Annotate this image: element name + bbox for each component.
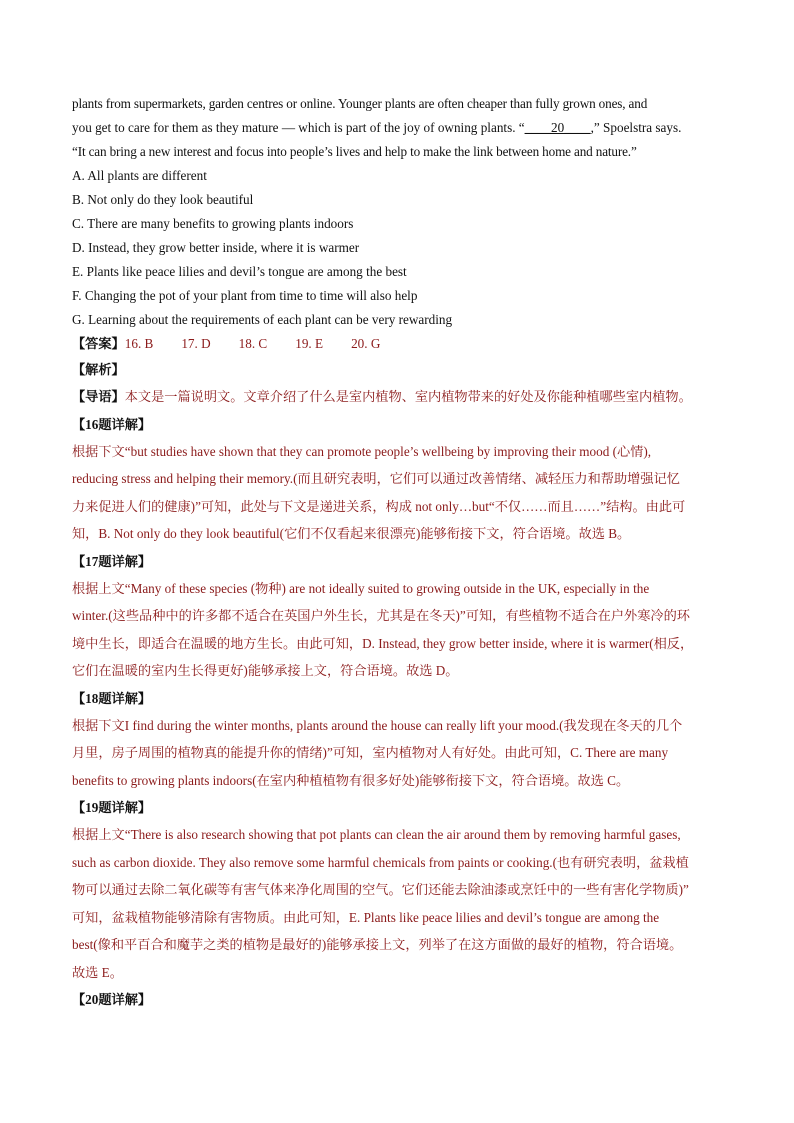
analysis-heading: 【解析】	[72, 362, 125, 377]
q19-line: such as carbon dioxide. They also remove some harmful chemicals from paints or cooking.(也有研究表明，盆栽植	[72, 854, 689, 870]
passage-line-1: plants from supermarkets, garden centres or online. Younger plants are often cheaper than fully grown ones, and	[72, 96, 648, 111]
answer-row	[72, 332, 722, 356]
q17-line: winter.(这些品种中的许多都不适合在英国户外生长，尤其是在冬天)”可知，有些植物不适合在户外寒冷的环	[72, 608, 690, 623]
guide-paragraph	[72, 383, 722, 411]
answer-17: 17. D	[181, 336, 211, 351]
option-b: B. Not only do they look beautiful	[72, 192, 254, 207]
passage-line-2-end: ,” Spoelstra says.	[590, 120, 682, 135]
q17-line: 它们在温暖的室内生长得更好)能够承接上文，符合语境。故选 D。	[72, 663, 459, 678]
answer-16: 16. B	[124, 336, 154, 351]
q16-line: 根据下文“but studies have shown that they can promote people’s wellbeing by improving their mood (心情),	[72, 443, 652, 459]
guide-text: 本文是一篇说明文。文章介绍了什么是室内植物、室内植物带来的好处及你能种植哪些室内植物。	[124, 389, 692, 404]
q17-heading: 【17题详解】	[72, 553, 152, 569]
q16-heading: 【16题详解】	[72, 416, 152, 432]
q16-line: reducing stress and helping their memory.(而且研究表明，它们可以通过改善情绪、减轻压力和帮助增强记忆	[72, 471, 680, 486]
q16-line: 力来促进人们的健康)”可知，此处与下文是递进关系，构成 not only…but“不仅……而且……”结构。由此可	[72, 498, 686, 514]
q17-line: 根据上文“Many of these species (物种) are not ideally suited to growing outside in the UK, especially in the	[72, 580, 650, 596]
answer-18: 18. C	[238, 336, 268, 351]
answer-label: 【答案】	[72, 336, 125, 351]
q17-line: 境中生长，即适合在温暖的地方生长。由此可知，D. Instead, they grow better inside, where it is warmer(相反，	[72, 635, 694, 651]
answer-19: 19. E	[295, 336, 324, 351]
answer-20: 20. G	[351, 336, 381, 351]
passage-line-3: “It can bring a new interest and focus into people’s lives and help to make the link between home and nature.”	[72, 144, 637, 159]
q19-line: 故选 E。	[72, 964, 123, 980]
passage-line-2	[72, 116, 722, 140]
option-e: E. Plants like peace lilies and devil’s tongue are among the best	[72, 264, 407, 279]
q20-heading: 【20题详解】	[72, 992, 152, 1007]
option-a: A. All plants are different	[72, 168, 207, 183]
q18-line: 月里，房子周围的植物真的能提升你的情绪)”可知，室内植物对人有好处。由此可知，C. There are many	[72, 745, 669, 760]
q19-line: 根据上文“There is also research showing that pot plants can clean the air around them by removing harmful gases,	[72, 827, 681, 842]
option-c: C. There are many benefits to growing plants indoors	[72, 216, 354, 231]
q18-heading: 【18题详解】	[72, 690, 152, 706]
document-page	[72, 92, 722, 1013]
q16-explanation	[72, 438, 722, 548]
guide-label: 【导语】	[72, 389, 125, 404]
q16-line: 知，B. Not only do they look beautiful(它们不仅看起来很漂亮)能够衔接下文，符合语境。故选 B。	[72, 526, 631, 541]
q19-line: best(像和平百合和魔芋之类的植物是最好的)能够承接上文，列举了在这方面做的最好的植物，符合语境。	[72, 937, 683, 952]
q18-explanation	[72, 712, 722, 795]
option-d: D. Instead, they grow better inside, where it is warmer	[72, 240, 360, 255]
q19-explanation	[72, 821, 722, 986]
q19-line: 可知，盆栽植物能够清除有害物质。由此可知，E. Plants like peace lilies and devil’s tongue are among the	[72, 909, 660, 925]
passage-line-2-start: you get to care for them as they mature — which is part of the joy of owning plants. “	[72, 120, 525, 135]
q19-heading: 【19题详解】	[72, 800, 152, 815]
q19-line: 物可以通过去除二氧化碳等有害气体来净化周围的空气。它们还能去除油漆或烹饪中的一些有害化学物质)”	[72, 882, 689, 897]
blank-20: ____20____	[524, 120, 591, 135]
q18-line: benefits to growing plants indoors(在室内种植植物有很多好处)能够衔接下文，符合语境。故选 C。	[72, 772, 630, 788]
option-f: F. Changing the pot of your plant from time to time will also help	[72, 288, 418, 303]
q18-line: 根据下文I find during the winter months, plants around the house can really lift your mood.(我发现在冬天的几个	[72, 717, 683, 733]
q17-explanation	[72, 575, 722, 685]
option-g: G. Learning about the requirements of each plant can be very rewarding	[72, 312, 453, 327]
